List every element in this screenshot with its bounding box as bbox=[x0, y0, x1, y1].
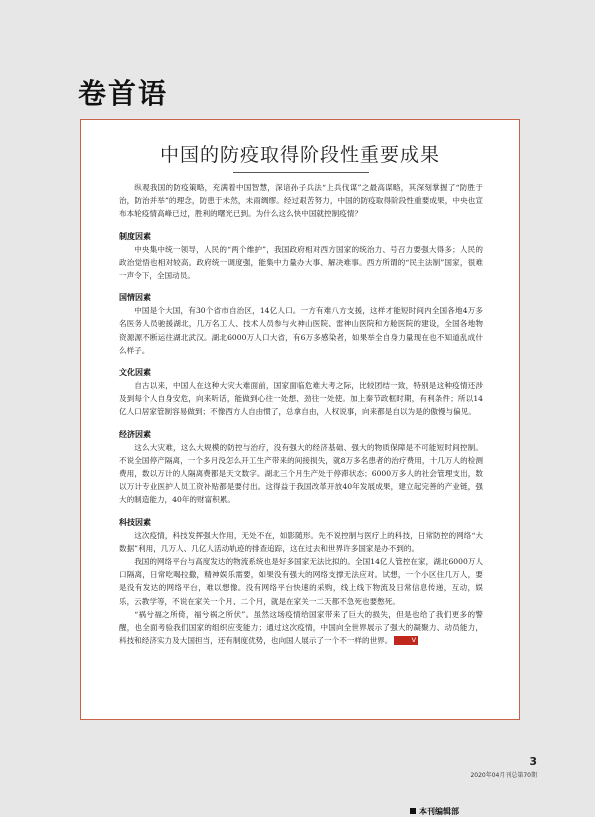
section-paragraph: 中央集中统一领导，人民的“两个维护”，我国政府相对西方国家的统治力、号召力要强大得多；人民的政治觉悟也相对较高。政府统一调度强，能集中力量办大事、解决难事。西方所谓的“民主法制”国家，很难一声令下，全国动员。 bbox=[119, 244, 483, 281]
section-paragraph: 中国是个大国，有30个省市自治区，14亿人口。一方有难八方支援，这样才能短时间内全国各地4万多名医务人员驰援湖北，几万名工人、技术人员参与火神山医院、雷神山医院和方舱医院的建设，全国各地物资源源不断运往湖北武汉。湖北6000万人口大省，有6万多感染者，如果举全自身力量现在也不知道乱成什么样子。 bbox=[119, 306, 483, 355]
end-mark-badge: V bbox=[394, 636, 418, 645]
square-bullet-icon bbox=[410, 808, 416, 814]
intro-paragraph: 纵观我国的防疫策略，充满着中国智慧，深谙孙子兵法“上兵伐谋”之最高谋略，其深刻掌握了“防胜于治，防治并举”的理念，防患于未然，未雨绸缪。经过艰苦努力，中国的防疫取得阶段性重要成果，中央也宣布本轮疫情高峰已过，胜利的曙光已到。为什么这么快中国就控制疫情？ bbox=[119, 183, 483, 219]
column-title: 卷首语 bbox=[78, 77, 169, 110]
section-heading-technology: 科技因素 bbox=[119, 517, 151, 527]
article-body bbox=[119, 179, 483, 647]
page-number: 3 bbox=[529, 755, 537, 768]
section-paragraph-final bbox=[119, 608, 483, 648]
section-heading-culture: 文化因素 bbox=[119, 368, 151, 378]
section-paragraph: 这么大灾难，这么大规模的防控与治疗，没有强大的经济基础、强大的物质保障是不可能短时间控制。不说全国停产隔离，一个多月没怎么开工生产带来的间接损失，就8万多名患者的治疗费用，十几万人的检测费用，数以万计的人隔离费都是天文数字。湖北三个月生产处于停滞状态；6000万多人的社会管理支出，数以万计专业医护人员工资补贴都是要付出。这得益于我国改革开放40年发展成果，建立起完善的产业链，强大的制造能力，40年的财富积累。 bbox=[119, 442, 483, 505]
section-heading-system: 制度因素 bbox=[119, 231, 151, 241]
title-divider bbox=[233, 172, 369, 173]
section-paragraph: 这次疫情，科技发挥强大作用，无处不在，如影随形。先不说控制与医疗上的科技，日常防控的网络“大数据”利用，几万人、几亿人活动轨迹的排查追踪，这在过去和世界许多国家是办不到的。 bbox=[119, 530, 483, 553]
signature-text: 本刊编辑部 bbox=[419, 807, 459, 816]
issue-info: 2020年04月刊总第70期 bbox=[470, 772, 537, 779]
section-paragraph: 自古以来，中国人在这种大灾大难面前，国家面临危难大考之际，比较团结一致，特别是这种疫情还涉及到每个人自身安危，向来听话，能做到心往一处想、劲往一处使。加上秦节政框时期，有利条件；所以14亿人口居家管制容易做到；不像西方人自由惯了，总拿自由，人权说事，向来都是自以为是的傲慢与偏见。 bbox=[119, 381, 483, 417]
section-heading-economy: 经济因素 bbox=[119, 429, 151, 439]
section-heading-national: 国情因素 bbox=[119, 293, 151, 303]
signature bbox=[410, 806, 459, 817]
article-title: 中国的防疫取得阶段性重要成果 bbox=[159, 144, 440, 166]
final-paragraph-text: “祸兮福之所倚，福兮祸之所伏”。虽然这场疫情给国家带来了巨大的损失，但是也给了我们更多的警醒，也全面考验我们国家的组织应变能力；通过这次疫情，中国向全世界展示了强大的凝聚力、动员能力，科技和经济实力及大国担当，还有制度优势，也向国人展示了一个不一样的世界。 bbox=[119, 609, 483, 646]
section-paragraph: 我国的网络平台与高度发达的物流系统也是好多国家无法比拟的。全国14亿人管控在家，湖北6000万人口隔离，日常吃喝拉撒，精神娱乐需要，如果没有强大的网络支撑无法应对。试想，一个小区住几万人，要是没有发达的网络平台，难以想像。没有网络平台快速的采购，线上线下物流及日常信息传递，互动，娱乐，云教学等，不说在家关一个月、二个月，就是在家关一二天都不急死也要憋死。 bbox=[119, 557, 483, 606]
